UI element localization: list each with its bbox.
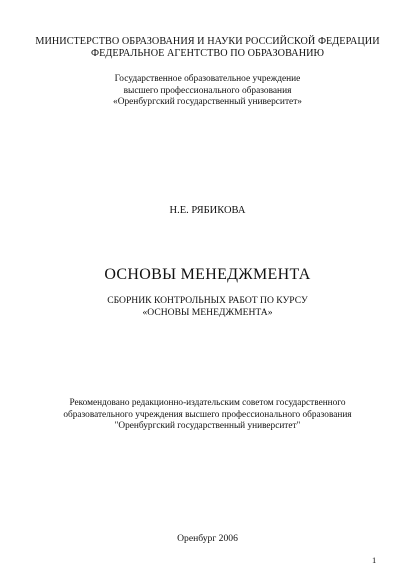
author-name: Н.Е. РЯБИКОВА — [169, 205, 246, 216]
page-number: 1 — [372, 555, 377, 565]
subtitle-line-1: СБОРНИК КОНТРОЛЬНЫХ РАБОТ ПО КУРСУ — [107, 295, 308, 306]
institution-line-3: «Оренбургский государственный университет» — [113, 97, 302, 107]
institution-line-1: Государственное образовательное учреждение — [114, 74, 301, 84]
ministry-header — [0, 36, 415, 60]
document-title: ОСНОВЫ МЕНЕДЖМЕНТА — [104, 266, 311, 283]
institution-line-2: высшего профессионального образования — [123, 85, 292, 96]
agency-line: ФЕДЕРАЛЬНОЕ АГЕНТСТВО ПО ОБРАЗОВАНИЮ — [90, 48, 325, 59]
city-year: Оренбург 2006 — [177, 533, 238, 544]
ministry-line: МИНИСТЕРСТВО ОБРАЗОВАНИЯ И НАУКИ РОССИЙСКОЙ ФЕДЕРАЦИИ — [35, 36, 380, 47]
document-subtitle — [0, 295, 415, 319]
recommendation-line-3: "Оренбургский государственный университет" — [114, 421, 301, 432]
recommendation-note — [0, 398, 415, 433]
recommendation-line-1: Рекомендовано редакционно-издательским советом государственного — [69, 398, 346, 408]
institution-header — [0, 74, 415, 109]
recommendation-line-2: образовательного учреждения высшего профессионального образования — [63, 409, 352, 420]
subtitle-line-2: «ОСНОВЫ МЕНЕДЖМЕНТА» — [142, 307, 273, 318]
